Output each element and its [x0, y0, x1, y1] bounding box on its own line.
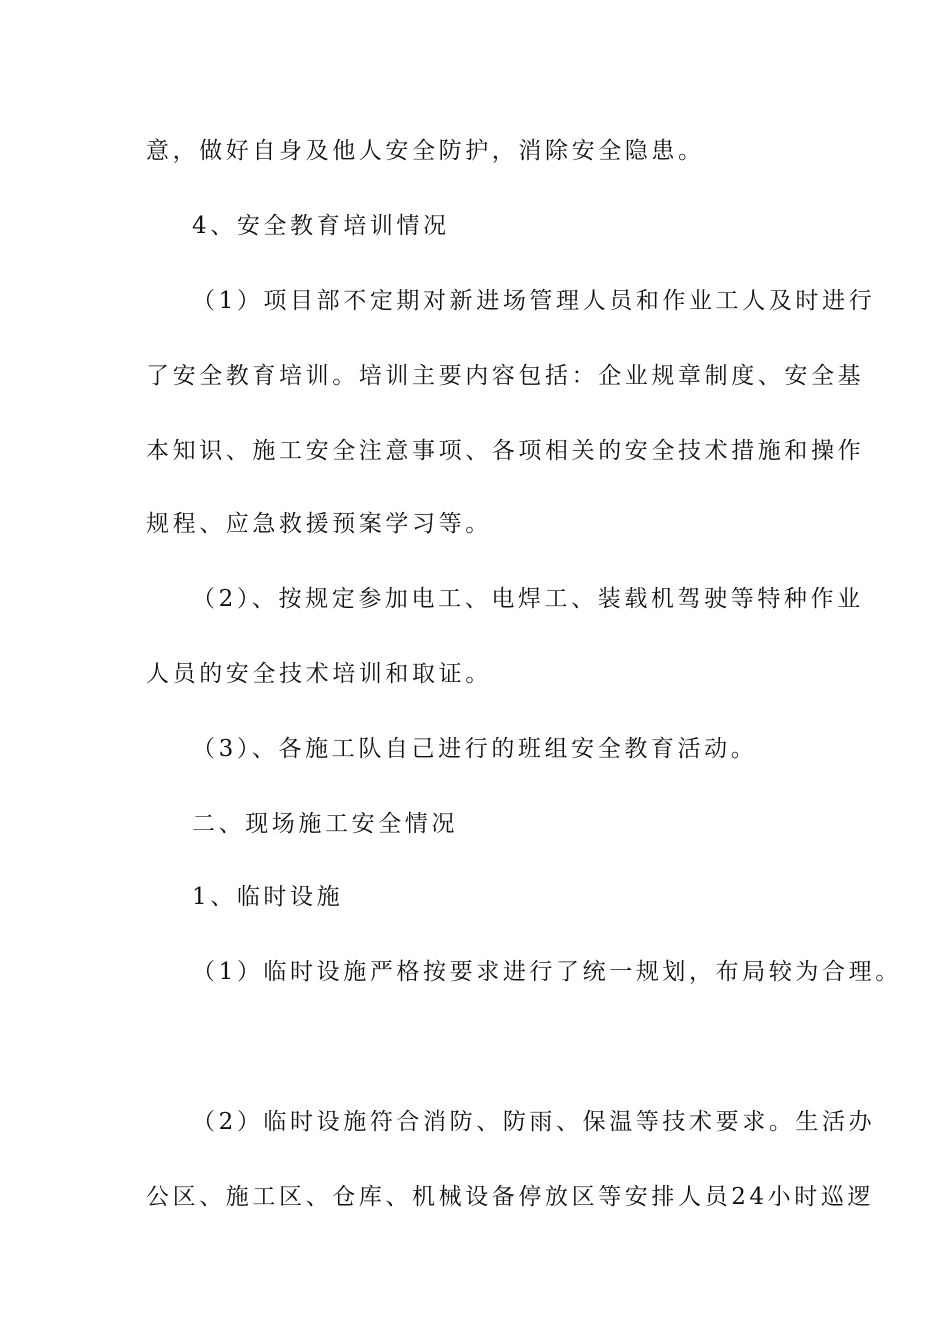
paragraph-line: 公区、施工区、仓库、机械设备停放区等安排人员24小时巡逻: [146, 1184, 875, 1210]
paragraph-line: 了安全教育培训。培训主要内容包括：企业规章制度、安全基: [146, 363, 865, 389]
paragraph-line: （2）临时设施符合消防、防雨、保温等技术要求。生活办: [192, 1109, 876, 1135]
paragraph-line: （1）临时设施严格按要求进行了统一规划，布局较为合理。: [192, 959, 902, 985]
section-heading: 4、安全教育培训情况: [192, 213, 450, 239]
paragraph-line: （3）、各施工队自己进行的班组安全教育活动。: [192, 736, 758, 762]
paragraph-line: 意，做好自身及他人安全防护，消除安全隐患。: [146, 138, 705, 164]
paragraph-line: 人员的安全技术培训和取证。: [146, 661, 492, 687]
paragraph-line: 规程、应急救援预案学习等。: [146, 511, 492, 537]
paragraph-line: （2）、按规定参加电工、电焊工、装载机驾驶等特种作业: [192, 586, 864, 612]
paragraph-line: （1）项目部不定期对新进场管理人员和作业工人及时进行: [192, 288, 876, 314]
paragraph-line: 本知识、施工安全注意事项、各项相关的安全技术措施和操作: [146, 438, 865, 464]
section-heading: 二、现场施工安全情况: [192, 811, 458, 837]
subsection-heading: 1、临时设施: [192, 884, 344, 910]
